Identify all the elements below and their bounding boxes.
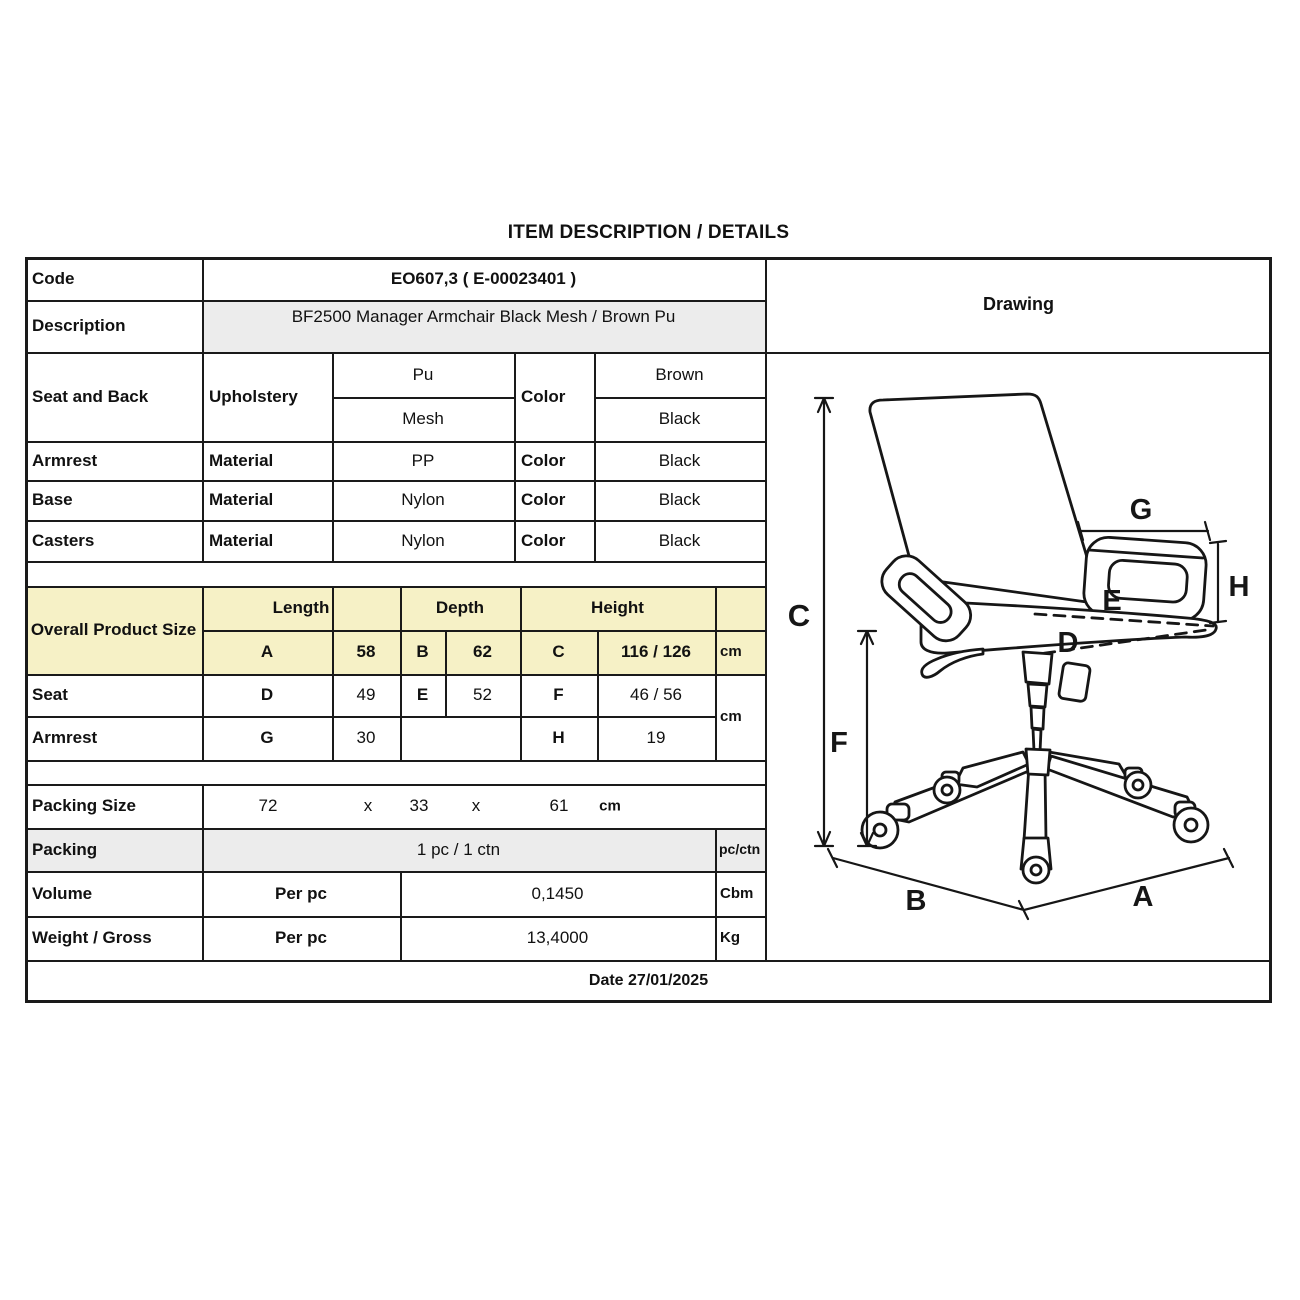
packing-value: 1 pc / 1 ctn [416,839,501,859]
dim-label-g: G [1129,494,1153,526]
packing-size-height: 61 [549,796,569,816]
packing-size-sep: x [363,796,373,816]
weight-value: 13,4000 [526,928,589,948]
volume-unit: Cbm [720,884,754,902]
overall-val-a: 58 [356,642,376,662]
base-attr: Material [209,490,274,510]
casters-material: Nylon [401,530,445,550]
weight-label: Weight / Gross [32,928,152,948]
seat-key-d: D [260,685,274,705]
dim-label-c: C [787,598,811,633]
chair-illustration [862,394,1216,883]
armrest-key-g: G [260,728,274,748]
size-section-label: Overall Product Size [30,620,197,640]
overall-key-a: A [260,642,274,662]
size-col-length: Length [272,598,330,618]
weight-per: Per pc [275,928,327,948]
seat-val-e: 52 [473,685,492,705]
chair-drawing [767,354,1272,960]
grid-line [25,760,765,762]
weight-unit: Kg [720,929,740,947]
armrest-size-label: Armrest [32,728,98,748]
casters-label: Casters [32,530,95,550]
size-col-depth: Depth [435,598,485,618]
chair-armrest-right [1082,536,1207,622]
volume-per: Per pc [275,883,327,903]
dim-label-d: D [1057,627,1079,659]
overall-key-b: B [416,642,429,662]
page-title: ITEM DESCRIPTION / DETAILS [507,222,790,244]
description-label: Description [32,316,126,336]
seat-val-f: 46 / 56 [630,685,682,705]
packing-size-sep: x [471,796,481,816]
dim-label-b: B [905,885,927,917]
seat-back-material-1: Pu [412,364,434,384]
base-material: Nylon [401,490,445,510]
packing-size-width: 33 [409,796,429,816]
volume-value: 0,1450 [531,883,584,903]
armrest-material: PP [411,450,435,470]
armrest-color-label: Color [521,450,566,470]
size-col-height: Height [591,598,644,618]
packing-size-values [202,784,765,828]
base-color-label: Color [521,490,566,510]
date-row: Date 27/01/2025 [588,972,709,990]
code-value: EO607,3 ( E-00023401 ) [390,268,577,288]
casters-color: Black [658,530,701,550]
armrest-attr: Material [209,450,274,470]
packing-label: Packing [32,839,98,859]
armrest-val-h: 19 [646,728,666,748]
overall-unit: cm [720,643,742,661]
dim-line-h [1210,541,1226,623]
casters-color-label: Color [521,530,566,550]
seat-key-e: E [416,685,429,705]
packing-size-unit: cm [599,797,621,815]
grid-line [25,561,765,563]
seat-back-attr: Upholstery [209,386,298,406]
casters-attr: Material [209,530,274,550]
seat-val-d: 49 [356,685,376,705]
seat-armrest-unit: cm [720,708,742,726]
overall-val-b: 62 [473,642,492,662]
seat-back-material-2: Mesh [402,409,444,429]
dim-label-e: E [1102,585,1122,617]
armrest-val-g: 30 [356,728,376,748]
drawing-title: Drawing [982,294,1054,315]
gas-lift [1023,652,1052,752]
armrest-color: Black [658,450,701,470]
description-value: BF2500 Manager Armchair Black Mesh / Brown Pu [291,307,676,327]
seat-back-color-label: Color [521,386,566,406]
seat-back-label: Seat and Back [32,386,149,406]
packing-size-label: Packing Size [32,796,136,816]
seat-back-color-2: Black [658,409,701,429]
packing-unit: pc/ctn [719,841,761,858]
dim-line-c [815,398,833,846]
seat-size-label: Seat [32,685,68,705]
packing-size-length: 72 [258,796,278,816]
code-label: Code [32,268,75,288]
armrest-label: Armrest [32,450,98,470]
dim-label-h: H [1228,571,1250,603]
base-label: Base [32,490,73,510]
overall-val-c: 116 / 126 [621,642,691,662]
dim-label-a: A [1132,881,1154,913]
adjust-knob [1058,662,1090,702]
overall-key-c: C [552,642,565,662]
volume-label: Volume [32,883,93,903]
armrest-key-h: H [552,728,565,748]
base-color: Black [658,490,701,510]
seat-key-f: F [553,685,564,705]
dim-label-f: F [830,727,848,759]
seat-back-color-1: Brown [655,364,704,384]
